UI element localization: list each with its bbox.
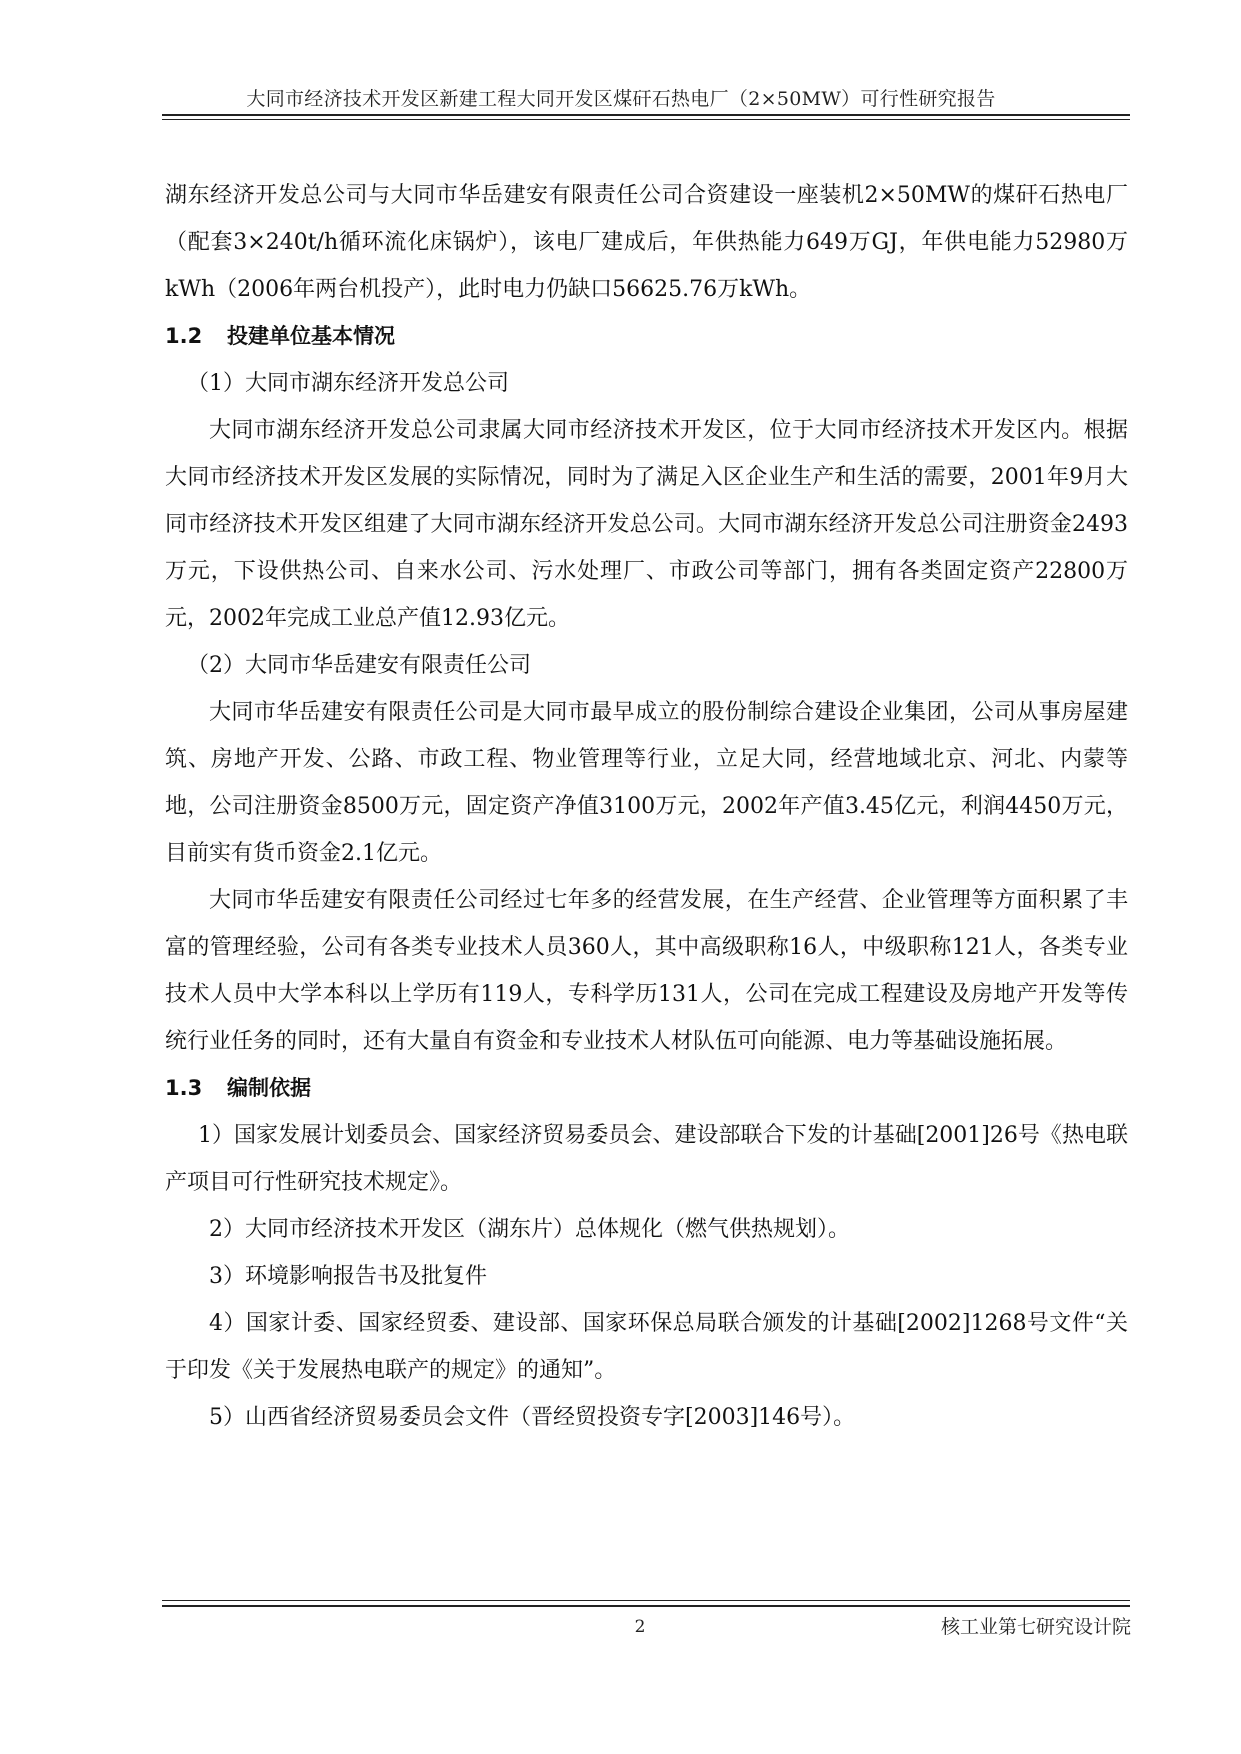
basis-item-4: 4）国家计委、国家经贸委、建设部、国家环保总局联合颁发的计基础[2002]1268号文件“关于印发《关于发展热电联产的规定》的通知”。 [165, 1311, 1128, 1383]
section-heading-1-3 [165, 1065, 1128, 1112]
intro-paragraph: 湖东经济开发总公司与大同市华岳建安有限责任公司合资建设一座装机2×50MW的煤矸石热电厂（配套3×240t/h循环流化床锅炉），该电厂建成后，年供热能力649万GJ，年供电能力52980万kWh（2006年两台机投产），此时电力仍缺口56625.76万kWh。 [165, 183, 1128, 302]
section-heading-1-2 [165, 313, 1128, 360]
section-number: 1.2 [165, 324, 203, 348]
section-number: 1.3 [165, 1076, 203, 1100]
company-2-paragraph-1: 大同市华岳建安有限责任公司是大同市最早成立的股份制综合建设企业集团，公司从事房屋建筑、房地产开发、公路、市政工程、物业管理等行业，立足大同，经营地域北京、河北、内蒙等地，公司注册资金8500万元，固定资产净值3100万元，2002年产值3.45亿元，利润4450万元，目前实有货币资金2.1亿元。 [165, 700, 1128, 866]
company-1-paragraph: 大同市湖东经济开发总公司隶属大同市经济技术开发区，位于大同市经济技术开发区内。根据大同市经济技术开发区发展的实际情况，同时为了满足入区企业生产和生活的需要，2001年9月大同市经济技术开发区组建了大同市湖东经济开发总公司。大同市湖东经济开发总公司注册资金2493万元，下设供热公司、自来水公司、污水处理厂、市政公司等部门，拥有各类固定资产22800万元，2002年完成工业总产值12.93亿元。 [165, 418, 1128, 631]
footer-rule-thick [162, 1605, 1130, 1607]
section-title: 编制依据 [227, 1076, 311, 1100]
header-rule-thin [162, 119, 1130, 120]
header-rule-thick [162, 114, 1130, 116]
section-title: 投建单位基本情况 [227, 324, 395, 348]
company-2-heading: （2）大同市华岳建安有限责任公司 [187, 653, 531, 678]
page-number: 2 [634, 1617, 646, 1637]
footer-institute: 核工业第七研究设计院 [940, 1616, 1131, 1638]
basis-item-5: 5）山西省经济贸易委员会文件（晋经贸投资专字[2003]146号）。 [209, 1405, 856, 1430]
document-body [165, 172, 1128, 1441]
basis-item-3: 3）环境影响报告书及批复件 [209, 1264, 487, 1289]
page-header-title: 大同市经济技术开发区新建工程大同开发区煤矸石热电厂（2×50MW）可行性研究报告 [246, 88, 996, 110]
company-1-heading: （1）大同市湖东经济开发总公司 [187, 371, 509, 396]
basis-item-1: 1）国家发展计划委员会、国家经济贸易委员会、建设部联合下发的计基础[2001]26号《热电联产项目可行性研究技术规定》。 [165, 1123, 1128, 1195]
basis-item-2: 2）大同市经济技术开发区（湖东片）总体规化（燃气供热规划）。 [209, 1217, 850, 1242]
footer-rule-thin [162, 1600, 1130, 1601]
company-2-paragraph-2: 大同市华岳建安有限责任公司经过七年多的经营发展，在生产经营、企业管理等方面积累了丰富的管理经验，公司有各类专业技术人员360人，其中高级职称16人，中级职称121人，各类专业技术人员中大学本科以上学历有119人，专科学历131人，公司在完成工程建设及房地产开发等传统行业任务的同时，还有大量自有资金和专业技术人材队伍可向能源、电力等基础设施拓展。 [165, 888, 1128, 1054]
